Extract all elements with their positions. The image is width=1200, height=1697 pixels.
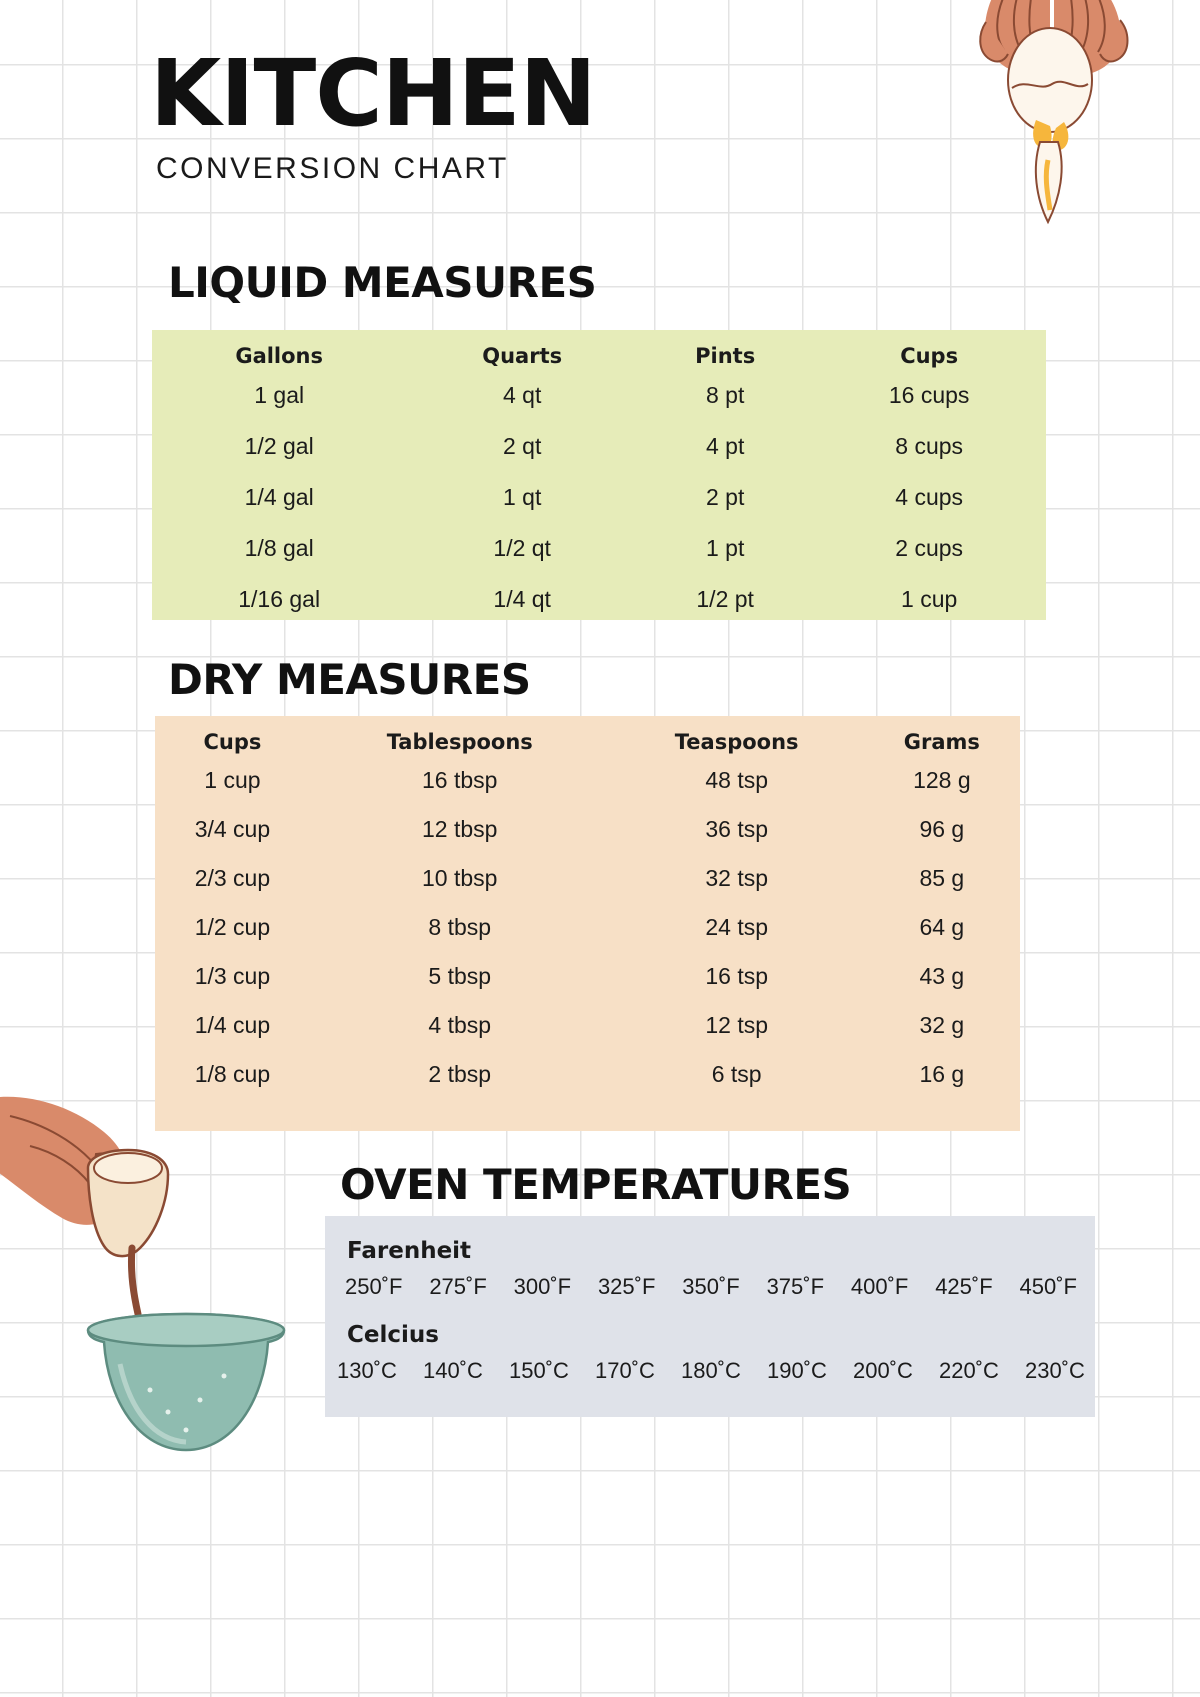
cell: 4 tbsp — [428, 1012, 492, 1038]
cell: 1/4 cup — [194, 1012, 271, 1038]
hands-cracking-egg-icon — [900, 0, 1200, 242]
table-row — [155, 756, 1020, 805]
cell: 12 tbsp — [422, 816, 498, 842]
cell: 3/4 cup — [194, 816, 271, 842]
cell: 8 tbsp — [428, 914, 492, 940]
cell: 2 qt — [503, 433, 542, 459]
temp-value: 180˚C — [681, 1358, 741, 1383]
cell: 32 tsp — [705, 865, 768, 891]
table-row — [155, 805, 1020, 854]
cell: 16 tbsp — [422, 767, 498, 793]
cell: 5 tbsp — [428, 963, 492, 989]
table-row — [152, 472, 1046, 523]
cell: 1/4 gal — [244, 484, 314, 510]
temp-value: 375˚F — [766, 1274, 825, 1299]
liquid-measures-panel — [152, 330, 1046, 620]
temp-value: 350˚F — [682, 1274, 740, 1299]
table-header-row — [155, 716, 1020, 756]
table-header-row — [152, 330, 1046, 370]
farenheit-label: Farenheit — [347, 1238, 472, 1264]
cell: 6 tsp — [711, 1061, 762, 1087]
hand-pouring-into-mixing-bowl-icon — [0, 1090, 340, 1470]
cell: 16 tsp — [705, 963, 768, 989]
temp-value: 220˚C — [939, 1358, 999, 1383]
dry-measures-panel — [155, 716, 1020, 1131]
cell: 1 qt — [503, 484, 542, 510]
cell: 16 g — [919, 1061, 965, 1087]
column-header: Cups — [203, 730, 262, 754]
cell: 32 g — [919, 1012, 965, 1038]
cell: 1 cup — [901, 586, 958, 612]
table-row — [152, 523, 1046, 574]
cell: 4 qt — [503, 382, 542, 408]
cell: 96 g — [919, 816, 965, 842]
celcius-values-row — [337, 1358, 1085, 1384]
table-row — [152, 370, 1046, 421]
temp-value: 450˚F — [1019, 1274, 1077, 1299]
table-row — [155, 1001, 1020, 1050]
column-header: Teaspoons — [674, 730, 799, 754]
temp-value: 200˚C — [853, 1358, 913, 1383]
cell: 10 tbsp — [422, 865, 498, 891]
cell: 12 tsp — [705, 1012, 768, 1038]
cell: 1/2 cup — [194, 914, 271, 940]
temp-value: 400˚F — [850, 1274, 909, 1299]
cell: 1 gal — [254, 382, 305, 408]
cell: 64 g — [919, 914, 965, 940]
column-header: Tablespoons — [386, 730, 533, 754]
page-subtitle: CONVERSION CHART — [156, 152, 509, 185]
cell: 85 g — [919, 865, 965, 891]
page-header — [150, 40, 596, 186]
cell: 1/2 qt — [493, 535, 551, 561]
temp-value: 230˚C — [1025, 1358, 1085, 1383]
temp-value: 425˚F — [935, 1274, 993, 1299]
table-row — [155, 854, 1020, 903]
farenheit-values-row — [345, 1274, 1077, 1300]
temp-value: 300˚F — [513, 1274, 572, 1299]
column-header: Grams — [903, 730, 980, 754]
cell: 1/2 gal — [244, 433, 314, 459]
dry-measures-heading: DRY MEASURES — [168, 655, 531, 704]
cell: 4 pt — [705, 433, 745, 459]
temp-value: 250˚F — [345, 1274, 403, 1299]
cell: 16 cups — [888, 382, 970, 408]
liquid-measures-table — [152, 330, 1046, 625]
cell: 1/16 gal — [238, 586, 321, 612]
page-title: KITCHEN — [150, 40, 596, 147]
column-header: Quarts — [482, 344, 563, 368]
cell: 128 g — [913, 767, 971, 793]
cell: 8 pt — [705, 382, 745, 408]
temp-value: 325˚F — [597, 1274, 656, 1299]
temp-value: 170˚C — [595, 1358, 655, 1383]
dry-measures-table — [155, 716, 1020, 1099]
cell: 1/3 cup — [194, 963, 271, 989]
cell: 2 cups — [895, 535, 964, 561]
table-row — [152, 574, 1046, 625]
column-header: Cups — [900, 344, 959, 368]
oven-temperatures-heading: OVEN TEMPERATURES — [340, 1160, 852, 1209]
cell: 8 cups — [895, 433, 964, 459]
column-header: Gallons — [235, 344, 324, 368]
cell: 4 cups — [895, 484, 964, 510]
cell: 1/2 pt — [696, 586, 754, 612]
cell: 24 tsp — [705, 914, 768, 940]
cell: 36 tsp — [705, 816, 768, 842]
column-header: Pints — [695, 344, 756, 368]
cell: 1 cup — [204, 767, 261, 793]
liquid-measures-heading: LIQUID MEASURES — [168, 258, 597, 307]
temp-value: 275˚F — [429, 1274, 487, 1299]
temp-value: 190˚C — [767, 1358, 827, 1383]
cell: 1 pt — [705, 535, 745, 561]
cell: 2 tbsp — [428, 1061, 492, 1087]
table-row — [155, 903, 1020, 952]
cell: 2/3 cup — [194, 865, 271, 891]
cell: 43 g — [919, 963, 965, 989]
oven-temperatures-panel — [325, 1216, 1095, 1417]
cell: 1/8 cup — [194, 1061, 271, 1087]
cell: 48 tsp — [705, 767, 768, 793]
celcius-label: Celcius — [347, 1322, 439, 1348]
cell: 2 pt — [705, 484, 745, 510]
table-row — [152, 421, 1046, 472]
temp-value: 130˚C — [337, 1358, 397, 1383]
temp-value: 140˚C — [423, 1358, 483, 1383]
temp-value: 150˚C — [509, 1358, 569, 1383]
cell: 1/4 qt — [493, 586, 551, 612]
cell: 1/8 gal — [244, 535, 314, 561]
table-row — [155, 952, 1020, 1001]
